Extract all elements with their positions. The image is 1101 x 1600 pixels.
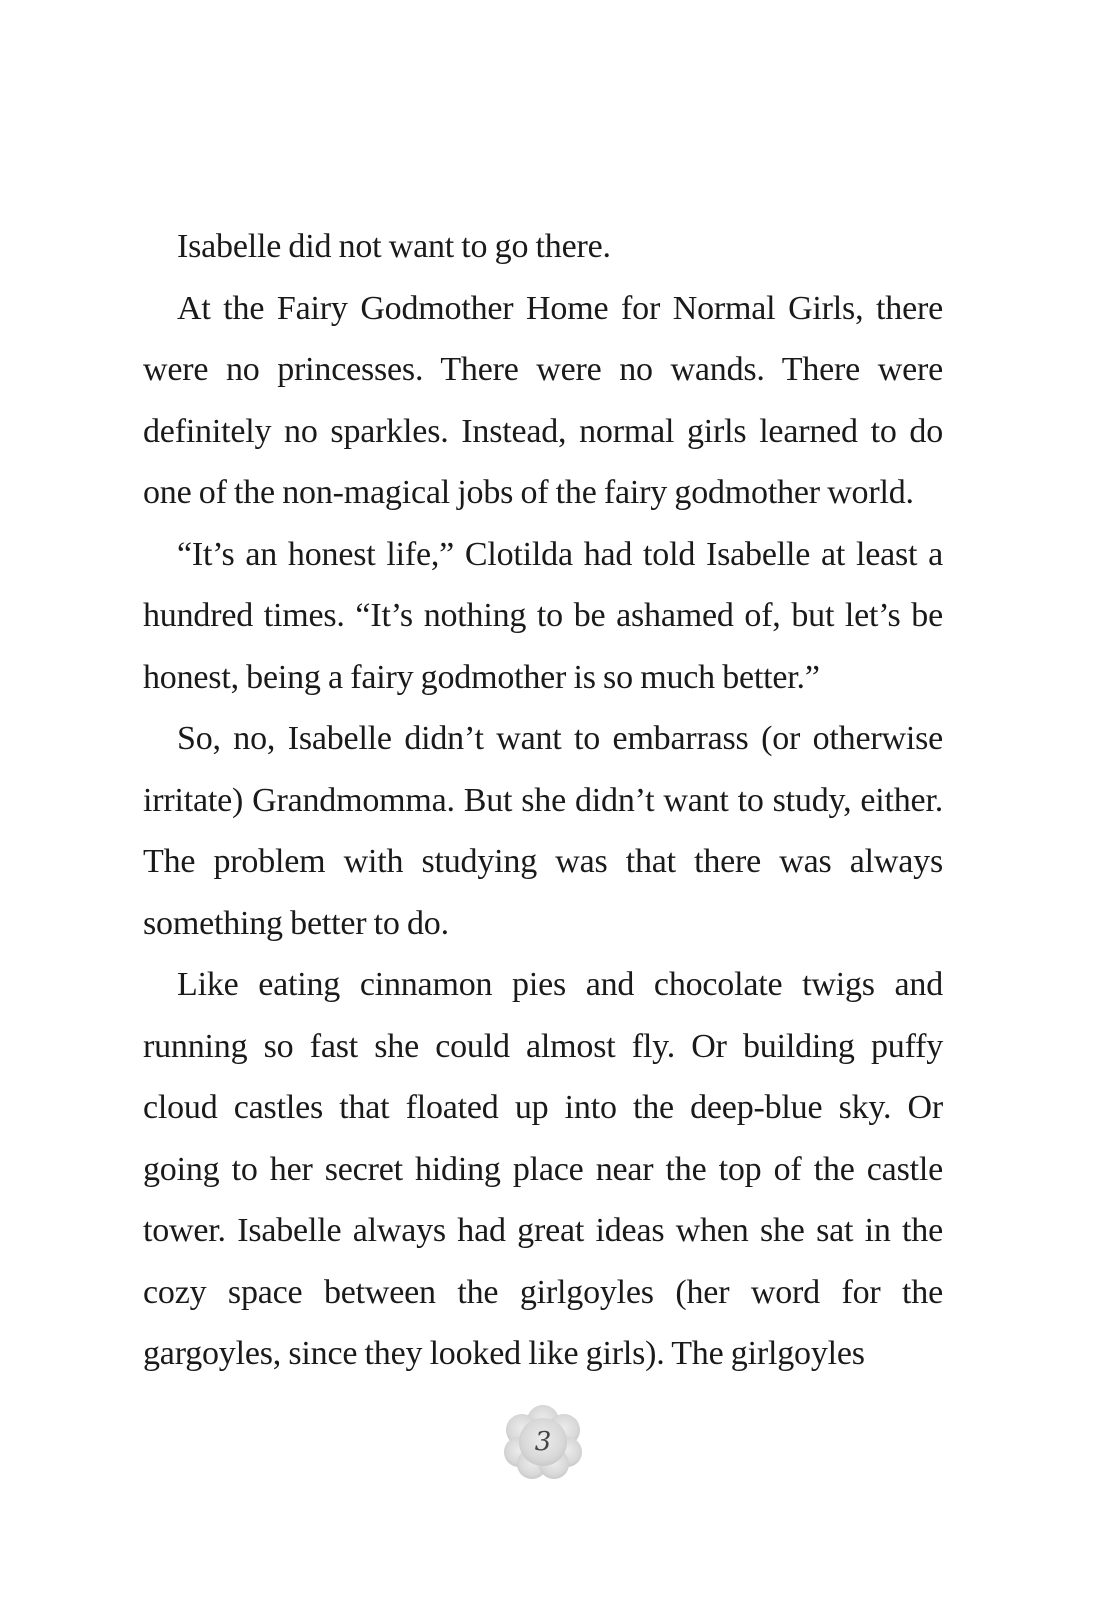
- page-number: 3: [534, 1427, 552, 1457]
- paragraph-3: “It’s an honest life,” Clotilda had told Isabelle at least a hundred times. “It’s nothing to be ashamed of, but let’s be honest, being a fairy godmother is so much better.”: [143, 535, 943, 696]
- paragraph-4: So, no, Isabelle didn’t want to embarrass (or otherwise irritate) Grandmomma. But she didn’t want to study, either. The problem with studying was that there was always something better to do.: [143, 720, 943, 942]
- paragraph-1: Isabelle did not want to go there.: [177, 228, 611, 265]
- paragraph-2: At the Fairy Godmother Home for Normal Girls, there were no princesses. There were no wands. There were definitely no sparkles. Instead, normal girls learned to do one of the non-magical jobs of the fairy godmother world.: [143, 289, 943, 511]
- body-text: [143, 216, 943, 1385]
- paragraph-5: Like eating cinnamon pies and chocolate twigs and running so fast she could almost fly. Or building puffy cloud castles that floated up into the deep-blue sky. Or going to her secret hiding place near the top of the castle tower. Isabelle always had great ideas when she sat in the cozy space between the girlgoyles (her word for the gargoyles, since they looked like girls). The girlgoyles: [143, 966, 943, 1372]
- page-number-badge: [502, 1404, 584, 1480]
